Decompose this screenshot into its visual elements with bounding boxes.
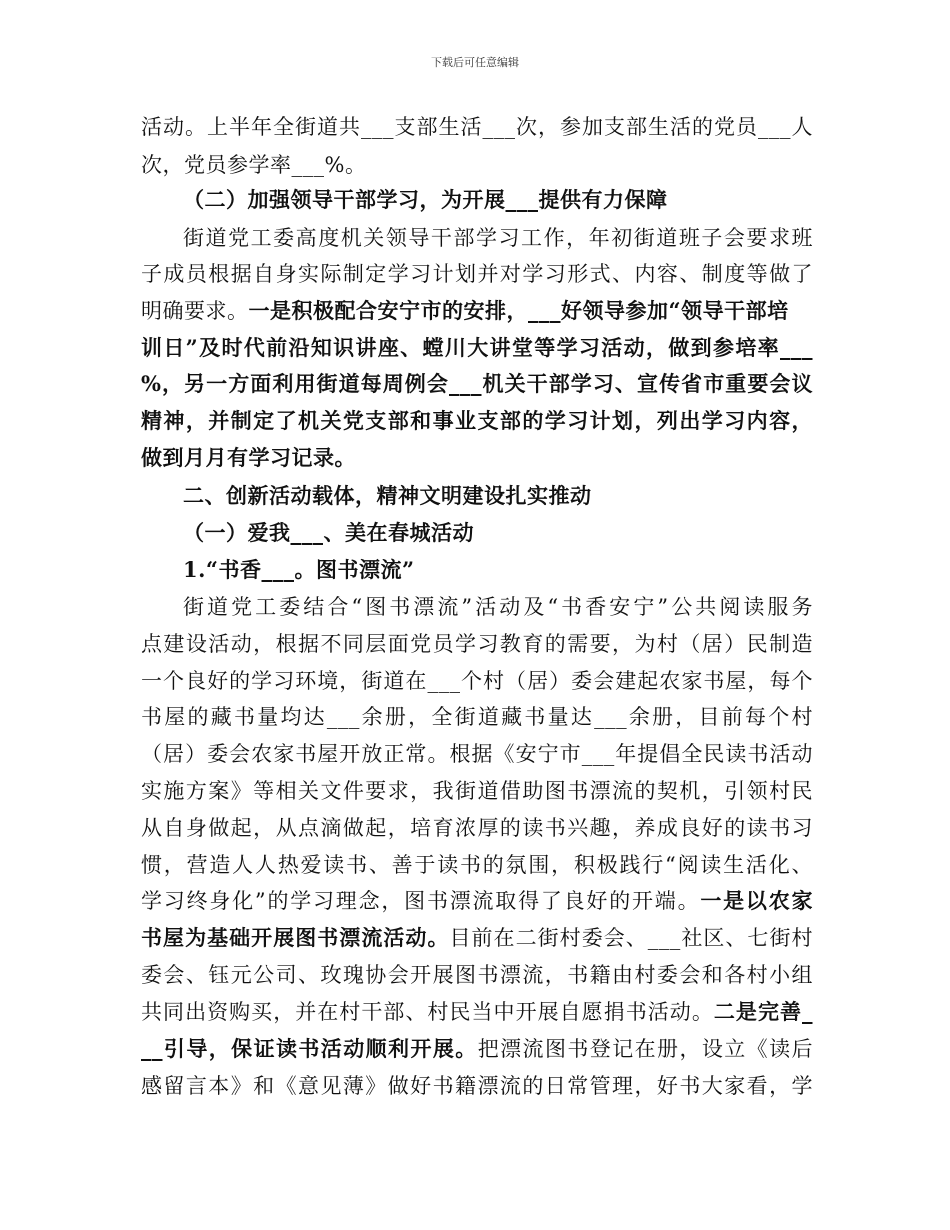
text-line: 实施方案》等相关文件要求，我街道借助图书漂流的契机，引领村民: [141, 779, 813, 803]
text-line: 学习终身化”的学习理念，图书漂流取得了良好的开端。一是以农家: [141, 888, 813, 913]
text-line: 书屋的藏书量均达___余册，全街道藏书量达___余册，目前每个村: [141, 705, 813, 729]
text-line: 做到月月有学习记录。: [141, 445, 356, 470]
text-line: 明确要求。一是积极配合安宁市的安排，___好领导参加“领导干部培: [141, 298, 789, 323]
text-line: 子成员根据自身实际制定学习计划并对学习形式、内容、制度等做了: [141, 262, 813, 286]
section-heading: （二）加强领导干部学习，为开展___提供有力保障: [183, 187, 668, 212]
text-line: 从自身做起，从点滴做起，培育浓厚的读书兴趣，养成良好的读书习: [141, 816, 813, 840]
text-line: 街道党工委高度机关领导干部学习工作，年初街道班子会要求班: [183, 226, 813, 250]
text-line: %，另一方面利用街道每周例会___机关干部学习、宣传省市重要会议: [141, 371, 813, 396]
page-header: 下载后可任意编辑: [431, 56, 519, 69]
item-heading: 1.“书香___。图书漂流”: [183, 557, 415, 582]
section-heading: 二、创新活动载体，精神文明建设扎实推动: [183, 483, 592, 508]
text-line: 惯，营造人人热爱读书、善于读书的氛围，积极践行“阅读生活化、: [141, 853, 813, 877]
text-line: 委会、钰元公司、玫瑰协会开展图书漂流，书籍由村委会和各村小组: [141, 963, 813, 987]
text-line: 点建设活动，根据不同层面党员学习教育的需要，为村（居）民制造: [141, 632, 813, 656]
text-line: 感留言本》和《意见薄》做好书籍漂流的日常管理，好书大家看，学: [141, 1074, 813, 1098]
text-line: 精神，并制定了机关党支部和事业支部的学习计划，列出学习内容，: [141, 408, 813, 433]
text-line: 共同出资购买，并在村干部、村民当中开展自愿捐书活动。二是完善_: [141, 999, 814, 1024]
text-line: 训日”及时代前沿知识讲座、螳川大讲堂等学习活动，做到参培率___: [141, 335, 813, 360]
text-line: 次，党员参学率___%。: [141, 153, 367, 177]
text-line: 街道党工委结合“图书漂流”活动及“书香安宁”公共阅读服务: [183, 595, 813, 619]
text-line: __引导，保证读书活动顺利开展。把漂流图书登记在册，设立《读后: [141, 1036, 814, 1061]
text-line: 一个良好的学习环境，街道在___个村（居）委会建起农家书屋，每个: [141, 669, 813, 693]
subsection-heading: （一）爱我___、美在春城活动: [183, 520, 474, 545]
text-line: （居）委会农家书屋开放正常。根据《安宁市___年提倡全民读书活动: [141, 742, 813, 766]
text-line: 活动。上半年全街道共___支部生活___次，参加支部生活的党员___人: [141, 115, 813, 139]
text-line: 书屋为基础开展图书漂流活动。目前在二街村委会、___社区、七街村: [141, 925, 814, 950]
